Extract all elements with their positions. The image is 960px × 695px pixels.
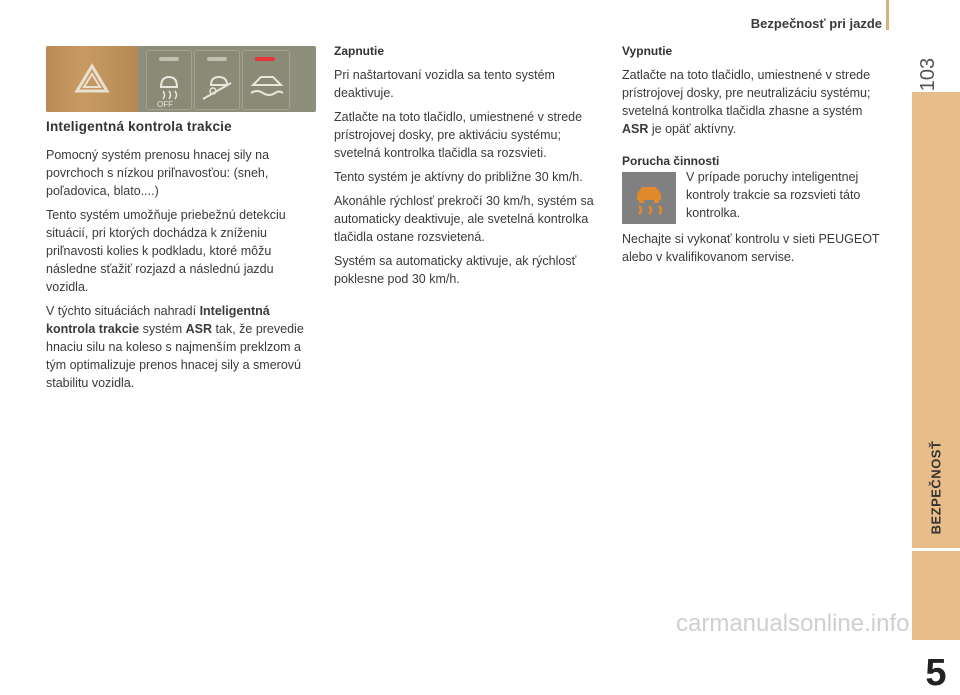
hazard-warning-icon — [46, 46, 138, 112]
section-heading: Inteligentná kontrola trakcie — [46, 119, 232, 134]
hill-descent-led — [207, 57, 227, 61]
paragraph-4: Akonáhle rýchlosť prekročí 30 km/h, systém sa automaticky deaktivuje, ale svetelná kontrolka tlačidla ostane rozsvietená. — [334, 194, 594, 244]
hill-descent-icon — [195, 63, 239, 109]
esp-off-button — [146, 50, 192, 110]
column-1 — [46, 118, 318, 398]
dashboard-buttons-image — [46, 46, 316, 112]
traction-fault-warning-icon — [622, 172, 676, 224]
fault-description — [686, 168, 886, 228]
paragraph-3: Tento systém je aktívny do približne 30 km/h. — [334, 170, 583, 184]
tab-divider — [912, 548, 960, 551]
hazard-button-area — [46, 46, 138, 112]
chapter-tab — [912, 92, 960, 694]
chapter-tab-label: BEZPEČNOSŤ — [928, 440, 944, 534]
watermark-text: carmanualsonline.info — [676, 610, 910, 637]
paragraph-1: Pri naštartovaní vozidla sa tento systém deaktivuje. — [334, 68, 555, 100]
traction-control-button — [242, 50, 290, 110]
section-title-porucha: Porucha činnosti — [622, 154, 720, 168]
paragraph-1: Zatlačte na toto tlačidlo, umiestnené v strede prístrojovej dosky, pre neutralizáciu systému; svetelná kontrolka tlačidla zhasne a systém ASR je opäť aktívny. — [622, 68, 871, 136]
header-divider — [886, 0, 889, 30]
chapter-number: 5 — [925, 652, 947, 694]
traction-control-led — [255, 57, 275, 61]
esp-off-led — [159, 57, 179, 61]
paragraph-service: Nechajte si vykonať kontrolu v sieti PEUGEOT alebo v kvalifikovanom servise. — [622, 232, 880, 264]
column-3 — [622, 42, 888, 176]
section-title-vypnutie: Vypnutie — [622, 44, 673, 58]
running-header: Bezpečnosť pri jazde — [750, 16, 882, 31]
section-title-zapnutie: Zapnutie — [334, 44, 384, 58]
paragraph-1: Pomocný systém prenosu hnacej sily na povrchoch s nízkou priľnavosťou: (sneh, poľadovica, blato....) — [46, 148, 270, 198]
paragraph-2: Zatlačte na toto tlačidlo, umiestnené v strede prístrojovej dosky, pre aktiváciu systému; svetelná kontrolka tlačidla sa rozsvieti. — [334, 110, 583, 160]
hill-descent-button — [194, 50, 240, 110]
paragraph-5: Systém sa automaticky aktivuje, ak rýchlosť poklesne pod 30 km/h. — [334, 254, 577, 286]
paragraph-2: Tento systém umožňuje priebežnú detekciu situácií, pri ktorých dochádza k zníženiu priľnavosti kolies k podkladu, ktoré môžu následne sťažiť rozjazd a následnú jazdu vozidla. — [46, 208, 286, 294]
esp-off-icon — [147, 63, 191, 109]
off-label: OFF — [157, 100, 173, 109]
column-2 — [334, 42, 604, 294]
fault-text: V prípade poruchy inteligentnej kontroly trakcie sa rozsvieti táto kontrolka. — [686, 170, 861, 220]
page-number: 103 — [917, 57, 940, 91]
service-note — [622, 230, 888, 272]
traction-control-icon — [243, 63, 289, 109]
skidding-car-icon — [629, 178, 669, 218]
paragraph-3: V týchto situáciách nahradí Inteligentná kontrola trakcie systém ASR tak, že prevedie hnaciu silu na koleso s najmenším preklzom a tým optimalizuje prenos hnacej sily a smerovú stabilitu vozidla. — [46, 304, 304, 390]
